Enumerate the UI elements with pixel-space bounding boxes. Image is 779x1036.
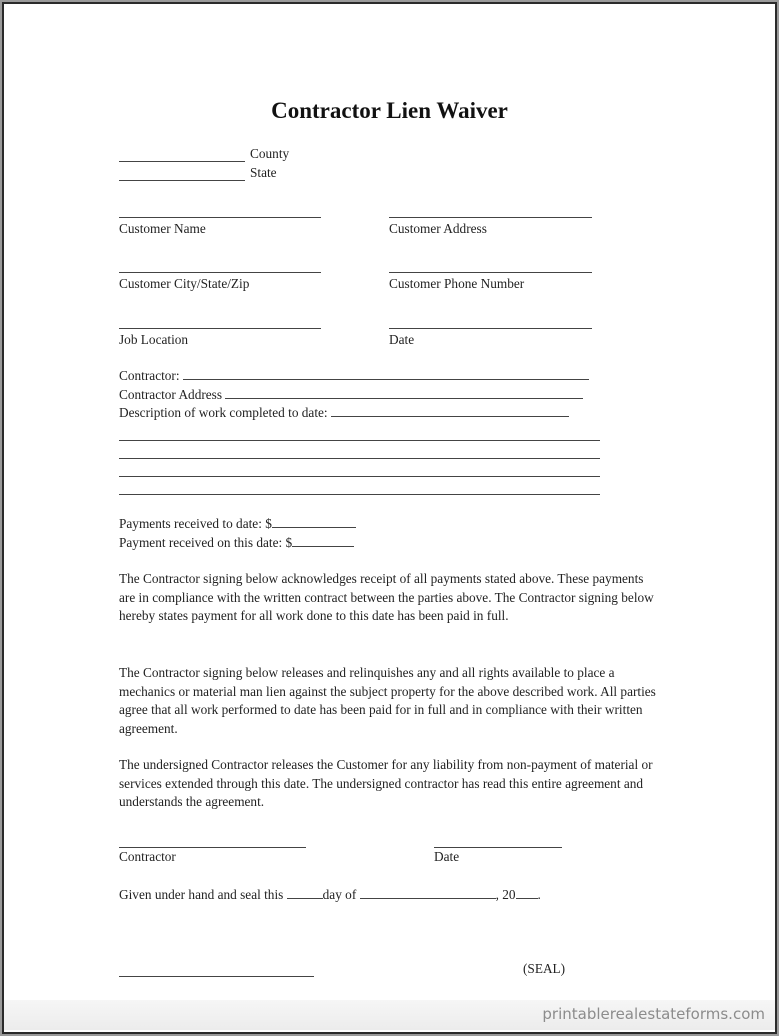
period: . [537,887,541,902]
payment-this-date-label: Payment received on this date: $ [119,535,293,550]
description-line[interactable] [119,494,600,495]
document-title: Contractor Lien Waiver [271,98,508,123]
paragraph-acknowledgement: The Contractor signing below acknowledges receipt of all payments stated above. These payments are in compliance with the written contract between the parties above. The Contractor signing below hereby states payment for all work done to this date has been paid in full. [119,571,654,624]
day-line[interactable] [287,887,323,899]
year-prefix: , 20 [495,887,516,902]
customer-address-line[interactable] [389,217,592,218]
paragraph-liability: The undersigned Contractor releases the Customer for any liability from non-payment of material or services extended through this date. The undersigned contractor has read this entire agreement and understands the agreement. [119,757,653,810]
county-label: County [250,146,290,161]
contractor-address-line[interactable] [225,387,583,399]
customer-city-line[interactable] [119,272,321,273]
payments-received-line[interactable] [272,516,356,528]
description-line[interactable] [331,405,569,417]
description-label: Description of work completed to date: [119,405,328,420]
paragraph-release: The Contractor signing below releases and relinquishes any and all rights available to place a mechanics or material man lien against the subject property for the above described work. All parties agree that all work performed to date has been paid for in full and in compliance with their written agreement. [119,665,656,736]
description-line[interactable] [119,476,600,477]
month-line[interactable] [360,887,496,899]
payments-received-label: Payments received to date: $ [119,516,272,531]
date-label: Date [389,332,415,347]
contractor-signature-line[interactable] [119,847,306,848]
description-line[interactable] [119,458,600,459]
customer-phone-label: Customer Phone Number [389,276,525,291]
contractor-signature-label: Contractor [119,849,176,864]
customer-city-label: Customer City/State/Zip [119,276,250,291]
customer-name-line[interactable] [119,217,321,218]
state-label: State [250,165,277,180]
customer-address-label: Customer Address [389,221,487,236]
contractor-label: Contractor: [119,368,180,383]
seal-label: (SEAL) [523,961,566,976]
job-location-label: Job Location [119,332,189,347]
day-of-text: day of [322,887,357,902]
customer-name-label: Customer Name [119,221,206,236]
county-line[interactable] [119,161,245,162]
signature-date-label: Date [434,849,460,864]
payment-this-date-line[interactable] [292,535,354,547]
job-location-line[interactable] [119,328,321,329]
state-line[interactable] [119,180,245,181]
signature-date-line[interactable] [434,847,562,848]
customer-phone-line[interactable] [389,272,592,273]
contractor-line[interactable] [183,368,589,380]
date-line[interactable] [389,328,592,329]
description-line[interactable] [119,440,600,441]
contractor-address-label: Contractor Address [119,387,223,402]
given-text: Given under hand and seal this [119,887,284,902]
watermark: printablerealestateforms.com [542,1005,765,1023]
year-line[interactable] [516,887,538,899]
seal-signature-line[interactable] [119,976,314,977]
